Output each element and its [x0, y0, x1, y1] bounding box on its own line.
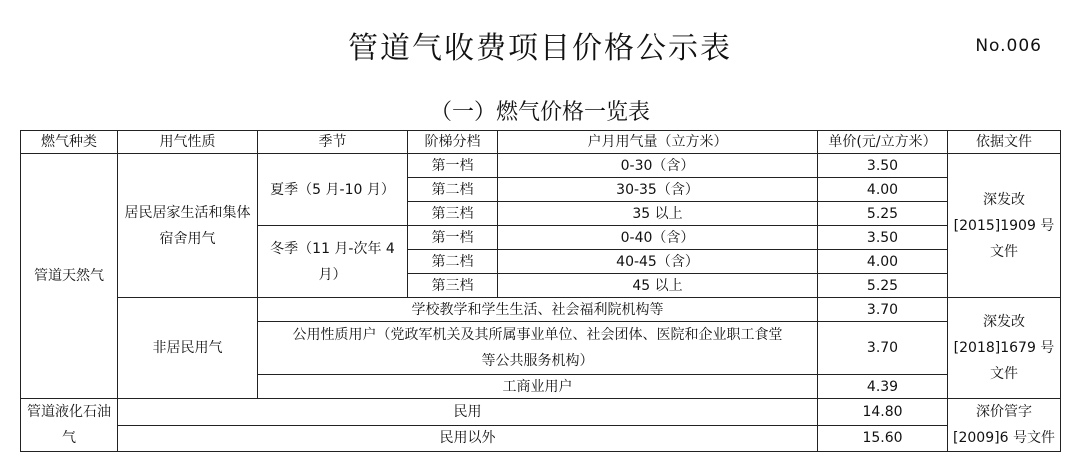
- header-basis-document: 依据文件: [948, 131, 1061, 154]
- season-summer: 夏季（5 月-10 月）: [258, 154, 408, 226]
- table-subtitle: （一）燃气价格一览表: [429, 100, 650, 125]
- tier-cell: 第三档: [408, 274, 498, 298]
- non-residential-desc: 工商业用户: [258, 375, 818, 399]
- usage-cell: 0-30（含）: [498, 154, 818, 178]
- table-row: [21, 154, 1061, 178]
- basis-doc-non-residential: 深发改 [2018]1679 号文件: [948, 298, 1061, 399]
- tier-cell: 第一档: [408, 226, 498, 250]
- header-usage-nature: 用气性质: [118, 131, 258, 154]
- header-gas-type: 燃气种类: [21, 131, 118, 154]
- tier-cell: 第三档: [408, 202, 498, 226]
- basis-doc-residential: 深发改 [2015]1909 号文件: [948, 154, 1061, 298]
- basis-doc-lpg: 深价管字 [2009]6 号文件: [948, 399, 1061, 452]
- usage-nature-residential: 居民居家生活和集体宿舍用气: [118, 154, 258, 298]
- price-cell: 3.50: [818, 154, 948, 178]
- tier-cell: 第二档: [408, 250, 498, 274]
- usage-cell: 40-45（含）: [498, 250, 818, 274]
- price-cell: 14.80: [818, 399, 948, 426]
- gas-price-table: [20, 130, 1061, 452]
- price-cell: 3.70: [818, 322, 948, 375]
- table-header-row: [21, 131, 1061, 154]
- lpg-desc: 民用: [118, 399, 818, 426]
- season-winter: 冬季（11 月-次年 4 月）: [258, 226, 408, 298]
- header-monthly-usage: 户月用气量（立方米）: [498, 131, 818, 154]
- page-title: 管道气收费项目价格公示表: [348, 31, 732, 66]
- price-cell: 4.00: [818, 250, 948, 274]
- price-cell: 4.00: [818, 178, 948, 202]
- usage-cell: 35 以上: [498, 202, 818, 226]
- header-unit-price: 单价(元/立方米）: [818, 131, 948, 154]
- price-cell: 5.25: [818, 274, 948, 298]
- gas-type-lpg: 管道液化石油气: [21, 399, 118, 452]
- price-cell: 3.50: [818, 226, 948, 250]
- tier-cell: 第二档: [408, 178, 498, 202]
- non-residential-desc: 学校教学和学生生活、社会福利院机构等: [258, 298, 818, 322]
- lpg-desc: 民用以外: [118, 425, 818, 452]
- header-season: 季节: [258, 131, 408, 154]
- document-number: No.006: [975, 36, 1042, 56]
- usage-cell: 45 以上: [498, 274, 818, 298]
- table-row: [21, 425, 1061, 452]
- price-cell: 3.70: [818, 298, 948, 322]
- price-cell: 5.25: [818, 202, 948, 226]
- table-row: [21, 399, 1061, 426]
- header-tier: 阶梯分档: [408, 131, 498, 154]
- price-cell: 15.60: [818, 425, 948, 452]
- price-cell: 4.39: [818, 375, 948, 399]
- gas-type-natural: 管道天然气: [21, 154, 118, 399]
- usage-cell: 0-40（含）: [498, 226, 818, 250]
- usage-nature-non-residential: 非居民用气: [118, 298, 258, 399]
- usage-cell: 30-35（含）: [498, 178, 818, 202]
- tier-cell: 第一档: [408, 154, 498, 178]
- non-residential-desc: 公用性质用户（党政军机关及其所属事业单位、社会团体、医院和企业职工食堂等公共服务机构）: [258, 322, 818, 375]
- table-row: [21, 298, 1061, 322]
